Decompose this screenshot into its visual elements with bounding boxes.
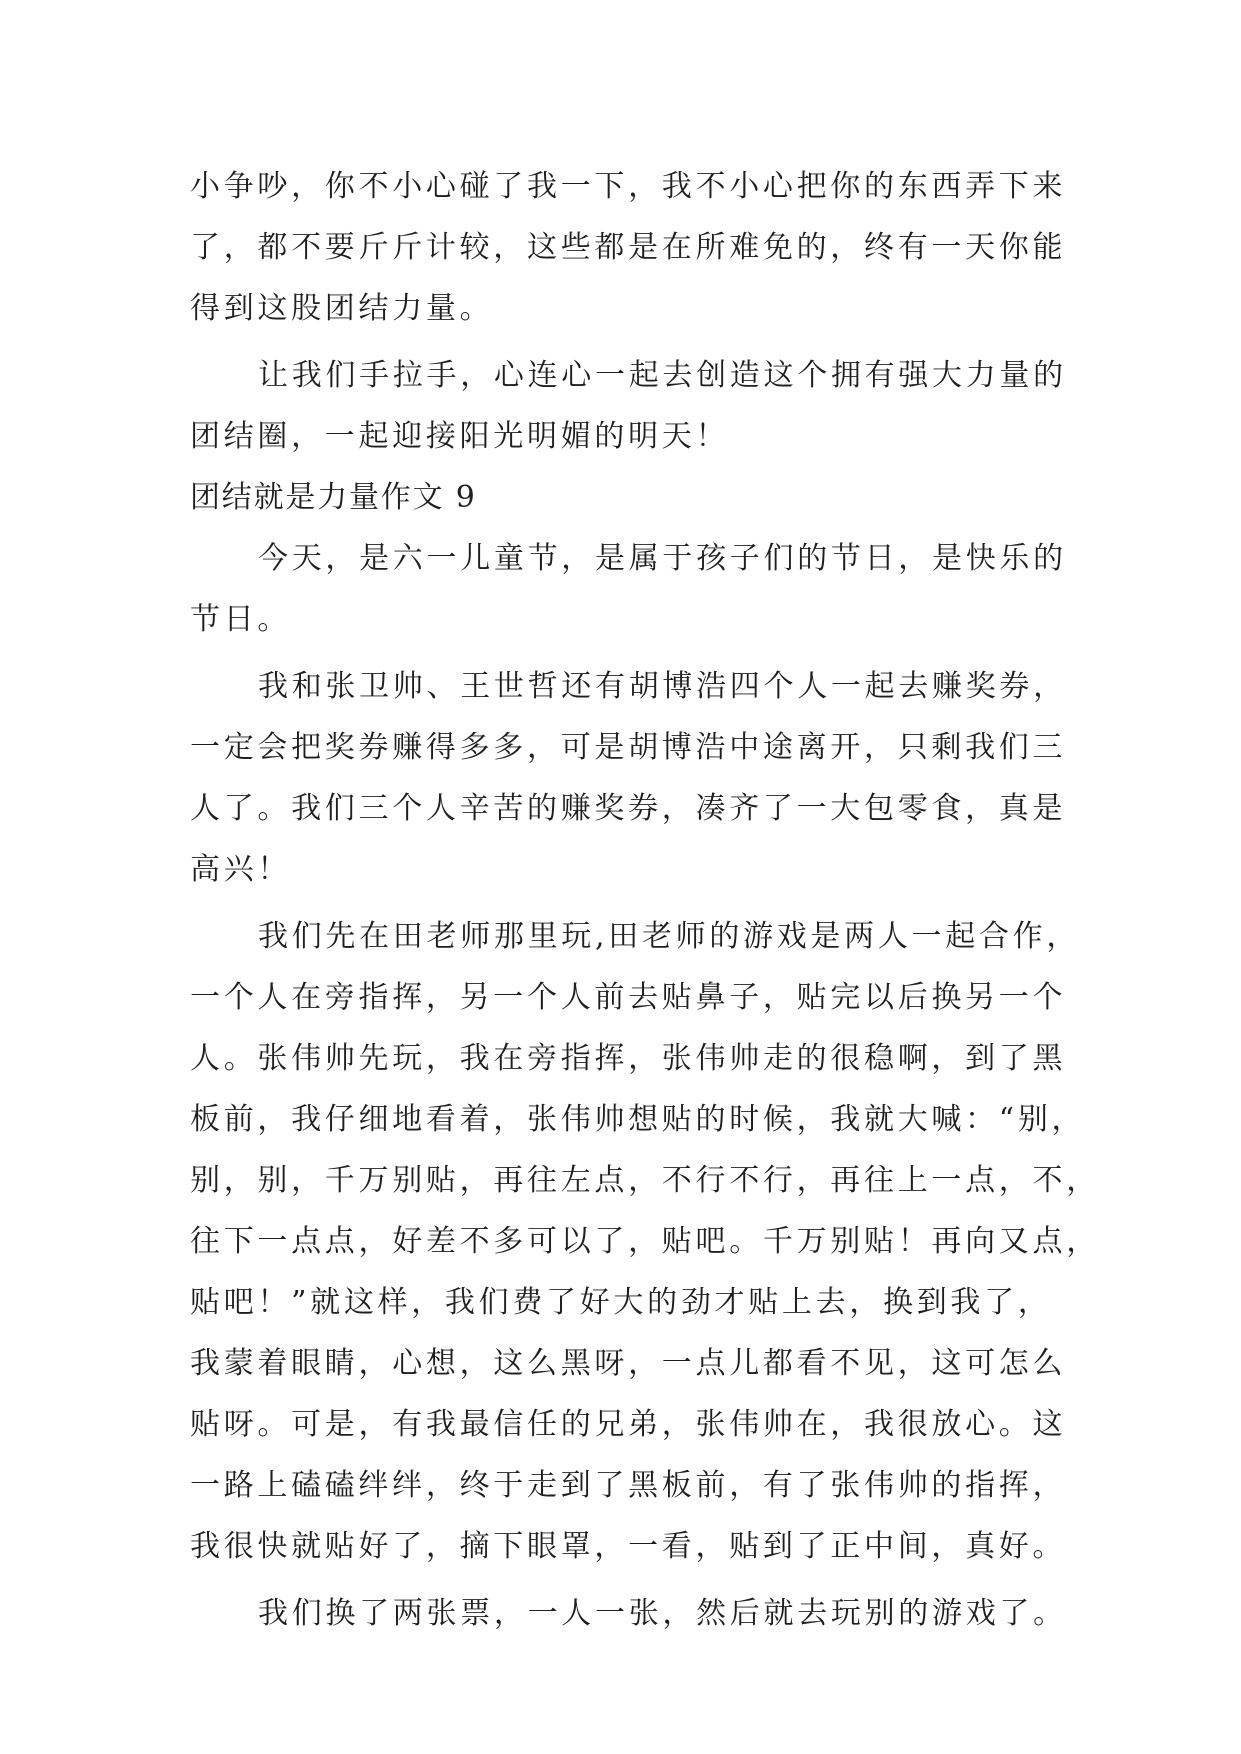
text-line: 一定会把奖券赚得多多，可是胡博浩中途离开，只剩我们三 [190,730,1067,765]
document-body [190,156,1100,1644]
text-line: 高兴！ [190,852,292,887]
text-line: 小争吵，你不小心碰了我一下，我不小心把你的东西弄下来 [190,169,1067,204]
text-line: 我很快就贴好了，摘下眼罩，一看，贴到了正中间，真好。 [190,1529,1067,1564]
text-line: 人了。我们三个人辛苦的赚奖券，凑齐了一大包零食，真是 [190,791,1067,826]
text-line: 了，都不要斤斤计较，这些都是在所难免的，终有一天你能 [190,230,1067,265]
paragraph-first-line: 我和张卫帅、王世哲还有胡博浩四个人一起去赚奖券， [258,669,1067,704]
text-line: 贴呀。可是，有我最信任的兄弟，张伟帅在，我很放心。这 [190,1407,1067,1442]
text-line: 我蒙着眼睛，心想，这么黑呀，一点儿都看不见，这可怎么 [190,1346,1067,1381]
paragraph-first-line: 让我们手拉手，心连心一起去创造这个拥有强大力量的 [258,358,1067,393]
text-line: 人。张伟帅先玩，我在旁指挥，张伟帅走的很稳啊，到了黑 [190,1041,1067,1076]
text-line: 一个人在旁指挥，另一个人前去贴鼻子，贴完以后换另一个 [190,980,1067,1015]
paragraph-first-line: 今天，是六一儿童节，是属于孩子们的节日，是快乐的 [258,541,1067,576]
text-line: 往下一点点，好差不多可以了，贴吧。千万别贴！再向又点， [190,1224,1100,1259]
text-line: 得到这股团结力量。 [190,291,494,326]
paragraph-first-line: 我们先在田老师那里玩,田老师的游戏是两人一起合作， [258,919,1081,954]
text-line: 贴吧！”就这样，我们费了好大的劲才贴上去，换到我了， [190,1285,1052,1320]
section-heading: 团结就是力量作文 9 [190,480,477,515]
paragraph-first-line: 我们换了两张票，一人一张，然后就去玩别的游戏了。 [258,1596,1067,1631]
text-line: 团结圈，一起迎接阳光明媚的明天！ [190,419,730,454]
text-line: 别，别，千万别贴，再往左点，不行不行，再往上一点，不， [190,1163,1100,1198]
text-line: 一路上磕磕绊绊，终于走到了黑板前，有了张伟帅的指挥， [190,1468,1067,1503]
text-line: 节日。 [190,602,292,637]
text-line: 板前，我仔细地看着，张伟帅想贴的时候，我就大喊：“别， [190,1102,1086,1137]
